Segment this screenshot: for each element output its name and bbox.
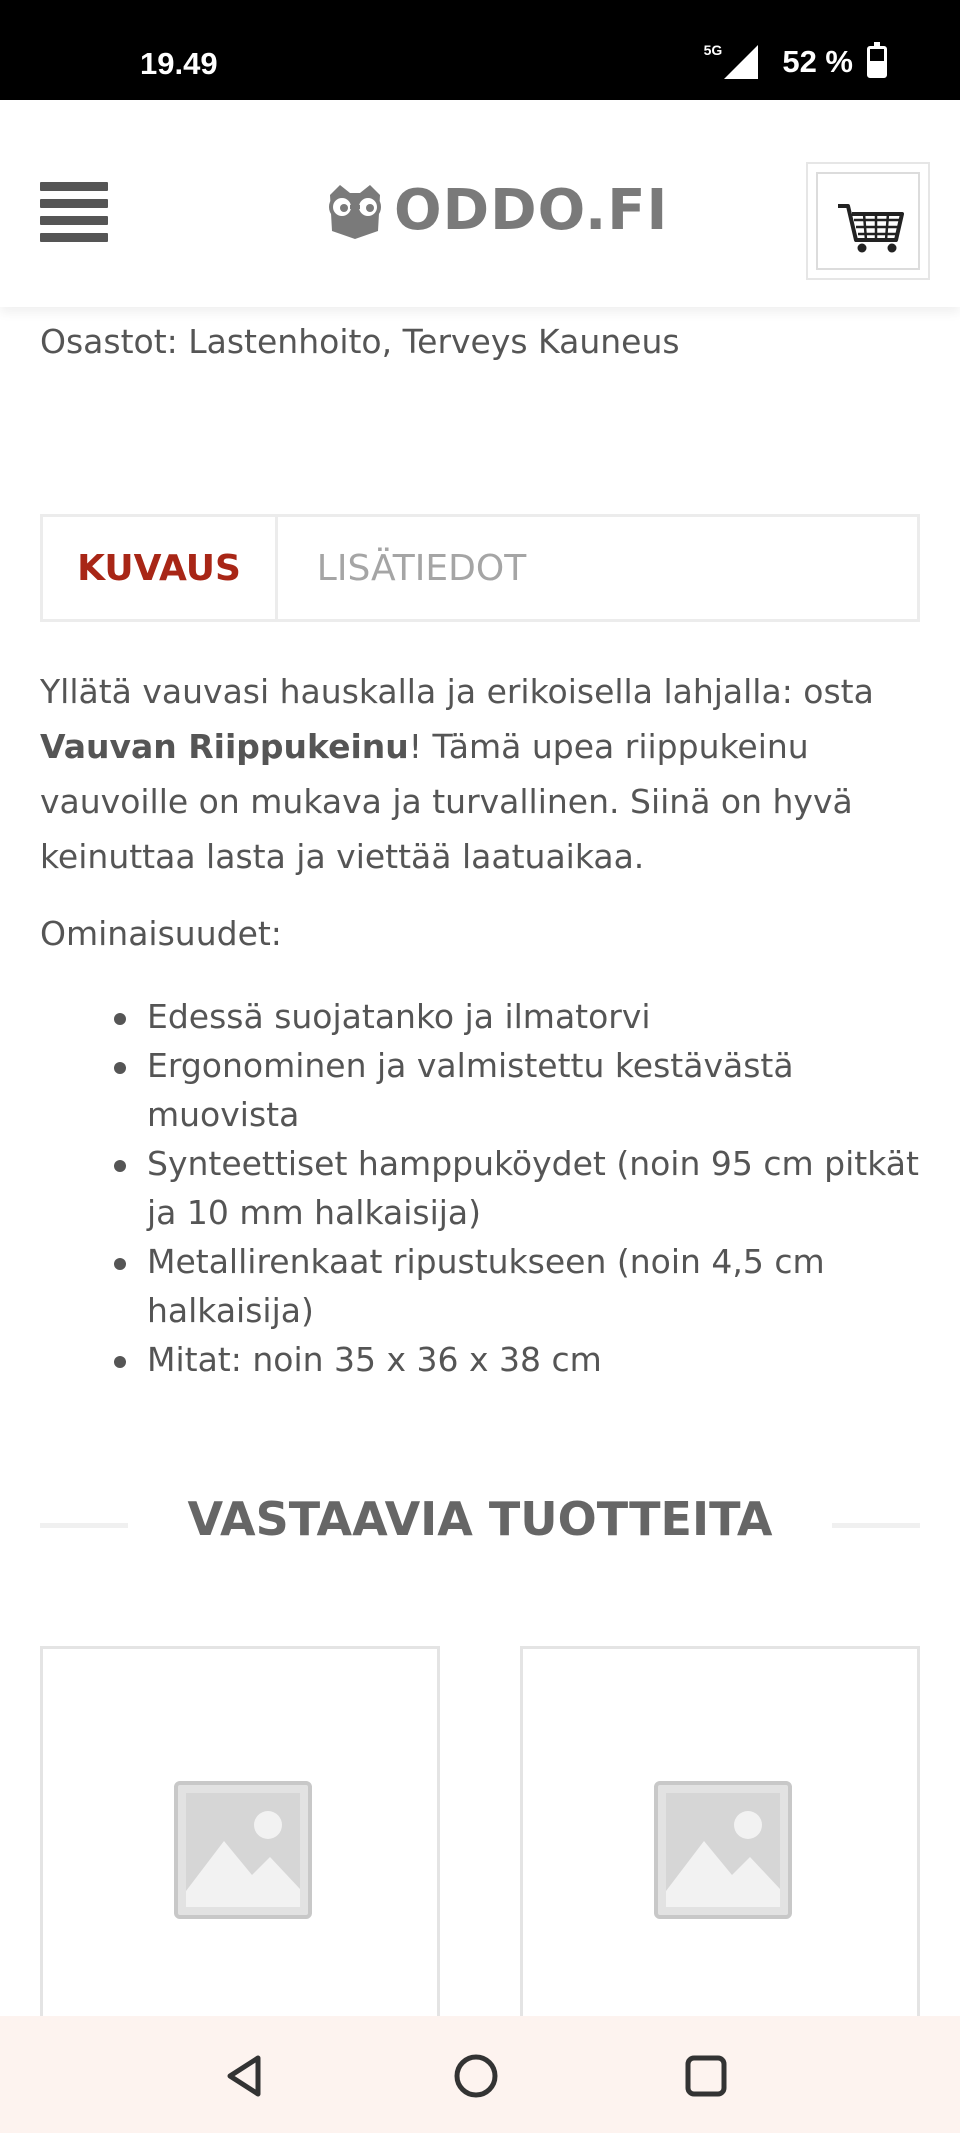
status-indicators — [704, 44, 887, 80]
related-product-card[interactable] — [520, 1646, 920, 2016]
feature-item: Mitat: noin 35 x 36 x 38 cm — [112, 1335, 922, 1384]
feature-item: Ergonominen ja valmistettu kestävästä muovista — [112, 1041, 922, 1139]
related-product-card[interactable] — [40, 1646, 440, 2016]
heading-divider-right — [832, 1523, 920, 1528]
site-logo[interactable] — [320, 178, 668, 243]
related-products-title: VASTAAVIA TUOTTEITA — [187, 1492, 773, 1546]
cart-button[interactable] — [806, 162, 930, 280]
status-bar — [0, 0, 960, 100]
product-categories: Osastot: Lastenhoito, Terveys Kauneus — [40, 322, 680, 361]
image-placeholder-icon — [172, 1779, 314, 1921]
feature-item: Metallirenkaat ripustukseen (noin 4,5 cm halkaisija) — [112, 1237, 922, 1335]
description-intro-before: Yllätä vauvasi hauskalla ja erikoisella lahjalla: osta — [40, 672, 874, 711]
features-label: Ominaisuudet: — [40, 914, 282, 953]
status-time: 19.49 — [140, 46, 218, 81]
feature-item: Synteettiset hamppuköydet (noin 95 cm pitkät ja 10 mm halkaisija) — [112, 1139, 922, 1237]
owl-glasses-icon — [320, 181, 390, 241]
site-header — [0, 100, 960, 307]
tab-additional-info[interactable]: LISÄTIEDOT — [275, 517, 565, 619]
system-navigation-bar — [0, 2016, 960, 2133]
product-description — [40, 664, 920, 884]
description-product-name: Vauvan Riippukeinu — [40, 727, 409, 766]
hamburger-menu-icon[interactable] — [40, 182, 108, 244]
tab-description[interactable]: KUVAUS — [43, 517, 275, 619]
features-list — [112, 992, 922, 1384]
signal-icon — [724, 45, 758, 79]
feature-item: Edessä suojatanko ja ilmatorvi — [112, 992, 922, 1041]
related-products-heading — [40, 1492, 920, 1558]
battery-percent: 52 % — [782, 44, 853, 79]
home-icon[interactable] — [446, 2046, 506, 2106]
shopping-cart-icon — [818, 174, 922, 272]
recent-apps-icon[interactable] — [676, 2046, 736, 2106]
battery-icon — [867, 46, 887, 78]
logo-text: ODDO.FI — [394, 178, 669, 243]
back-icon[interactable] — [216, 2046, 276, 2106]
network-label: 5G — [703, 42, 723, 58]
image-placeholder-icon — [652, 1779, 794, 1921]
product-tabs — [40, 514, 920, 622]
description-intro-after: ! Tämä upea riippukeinu vauvoille on mukava ja turvallinen. Siinä on hyvä keinuttaa lasta ja viettää laatuaikaa. — [40, 727, 853, 876]
